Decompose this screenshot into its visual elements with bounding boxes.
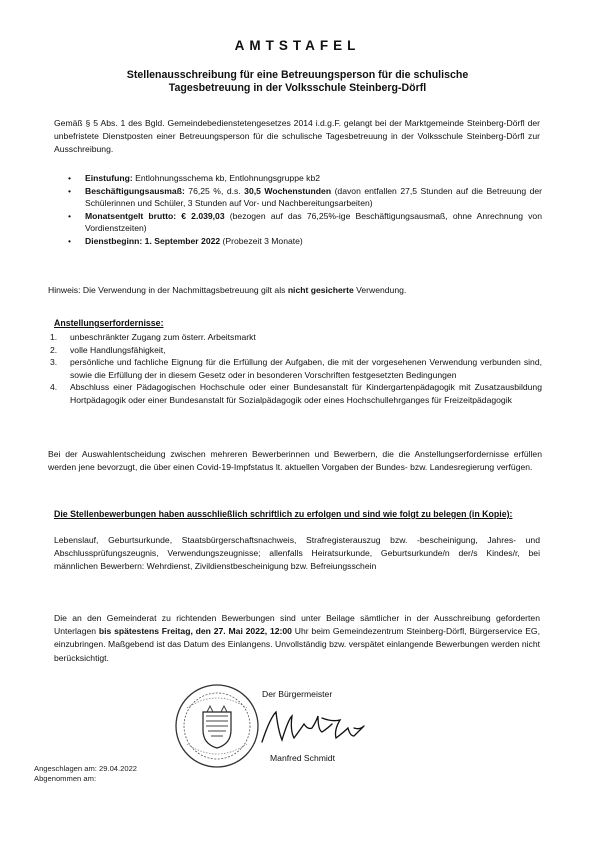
requirement-item — [50, 356, 542, 381]
removed-on: Abgenommen am: — [34, 774, 97, 783]
requirement-number: 3. — [50, 357, 58, 368]
requirement-item — [50, 381, 542, 406]
document-title: AMTSTAFEL — [234, 38, 361, 53]
note-suffix: Verwendung. — [353, 285, 407, 295]
requirement-text: Abschluss einer Pädagogischen Hochschule oder einer Bundesanstalt für Kindergartenpädagogik mit Zusatzausbildung Hortpädagogik oder einer Bundesanstalt für Sozialpädagogik oder eines Hochschullehrganges für Freizeitpädagogik — [70, 382, 542, 405]
submission-suffix: Uhr beim Gemeindezentrum Steinberg-Dörfl, Bürgerservice EG, einzubringen. Maßgebend ist das Datum des Einlangens. Unvollständig bzw. verspätet einlangende Bewerbungen werden nicht berücksichtigt. — [54, 626, 540, 663]
note-bold: nicht gesicherte — [287, 285, 354, 295]
signature-name: Manfred Schmidt — [270, 753, 335, 763]
requirement-text: unbeschränkter Zugang zum österr. Arbeitsmarkt — [70, 332, 256, 342]
posting-info — [34, 764, 137, 784]
subtitle-line-1: Stellenausschreibung für eine Betreuungsperson für die schulische — [126, 69, 469, 81]
list-item-classification — [68, 172, 542, 184]
intro-paragraph: Gemäß § 5 Abs. 1 des Bgld. Gemeindebedienstetengesetzes 2014 i.d.g.F. gelangt bei der Marktgemeinde Steinberg-Dörfl der unbefristete Dienstposten einer Betreuungsperson für die schulische Tagesbetreuung in der Volksschule Steinberg-Dörfl zur Ausschreibung. — [54, 118, 540, 155]
weekly-hours: 30,5 Wochenstunden — [244, 186, 332, 196]
requirement-item — [50, 331, 542, 344]
list-item-salary — [68, 210, 542, 234]
bullet-marker: • — [68, 186, 72, 196]
employment-extent-details: (davon entfallen 27,5 Stunden auf die Betreuung der Schülerinnen und Schüler, 3 Stunden auf Vor- und Nachbereitungsarbeiten) — [85, 186, 543, 208]
requirements-list — [50, 331, 542, 407]
requirement-text: volle Handlungsfähigkeit, — [70, 344, 166, 355]
posted-on: Angeschlagen am: 29.04.2022 — [34, 764, 138, 773]
selection-note: Bei der Auswahlentscheidung zwischen mehreren Bewerberinnen und Bewerbern, die die Anstellungserfordernisse erfüllen werden jene bevorzugt, die über einen Covid-19-Impfstatus lt. aktuellen Vorgaben der Bundes- bzw. Landesregierung verfügen. — [48, 449, 542, 473]
list-item-employment-extent — [68, 185, 542, 209]
bullet-marker: • — [68, 173, 72, 183]
subtitle-line-2: Tagesbetreuung in der Volksschule Steinberg-Dörfl — [168, 82, 427, 94]
requirement-number: 4. — [50, 382, 58, 393]
handwritten-signature — [258, 706, 378, 752]
signature-title: Der Bürgermeister — [262, 689, 333, 699]
start-date-label: Dienstbeginn: 1. September 2022 — [85, 236, 221, 246]
employment-note — [48, 284, 542, 296]
requirements-heading: Anstellungserfordernisse: — [54, 318, 164, 328]
submission-paragraph — [54, 612, 540, 665]
employment-extent-text: 76,25 %, d.s. — [184, 186, 245, 196]
submission-prefix: Die an den Gemeinderat zu richtenden Bewerbungen sind unter Beilage sämtlicher in der Ausschreibung geforderten Unterlagen — [54, 613, 540, 637]
required-documents: Lebenslauf, Geburtsurkunde, Staatsbürgerschaftsnachweis, Strafregisterauszug bzw. -bescheinigung, Jahres- und Abschlussprüfungszeugnis, Verwendungszeugnisse; allenfalls Heiratsurkunde, Geburtsurkunde/n der/s Kindes/r, bei männlichen Bewerbern: Wehrdienst, Zivildienstbescheinigung bzw. Befreiungsschein — [54, 535, 540, 572]
requirement-number: 2. — [50, 344, 58, 355]
employment-extent-label: Beschäftigungsausmaß: — [85, 186, 185, 196]
classification-label: Einstufung: — [85, 173, 133, 183]
classification-text: Entlohnungsschema kb, Entlohnungsgruppe kb2 — [132, 173, 321, 183]
municipal-seal — [173, 682, 261, 770]
job-details-list — [68, 172, 542, 248]
note-prefix: Hinweis: Die Verwendung in der Nachmittagsbetreuung gilt als — [48, 285, 288, 295]
requirement-text: persönliche und fachliche Eignung für die Erfüllung der Aufgaben, die mit der vorgesehenen Verwendung verbunden sind, sowie die Erfüllung der in diesem Gesetz oder in besonderen Vorschriften festgesetzten Bedingungen — [70, 357, 542, 380]
bullet-marker: • — [68, 236, 72, 246]
bullet-marker: • — [68, 211, 72, 221]
submission-deadline: bis spätestens Freitag, den 27. Mai 2022, 12:00 — [98, 626, 292, 637]
application-heading: Die Stellenbewerbungen haben ausschließlich schriftlich zu erfolgen und sind wie folgt zu belegen (in Kopie): — [54, 509, 513, 519]
requirement-item — [50, 344, 542, 357]
salary-text: (bezogen auf das 76,25%-ige Beschäftigungsausmaß, ohne Anrechnung von Vordienstzeiten) — [85, 211, 542, 233]
salary-label: Monatsentgelt brutto: € 2.039,03 — [85, 211, 225, 221]
document-subtitle — [60, 69, 535, 95]
list-item-start-date — [68, 235, 542, 247]
requirement-number: 1. — [50, 332, 58, 342]
start-date-text: (Probezeit 3 Monate) — [220, 236, 303, 246]
